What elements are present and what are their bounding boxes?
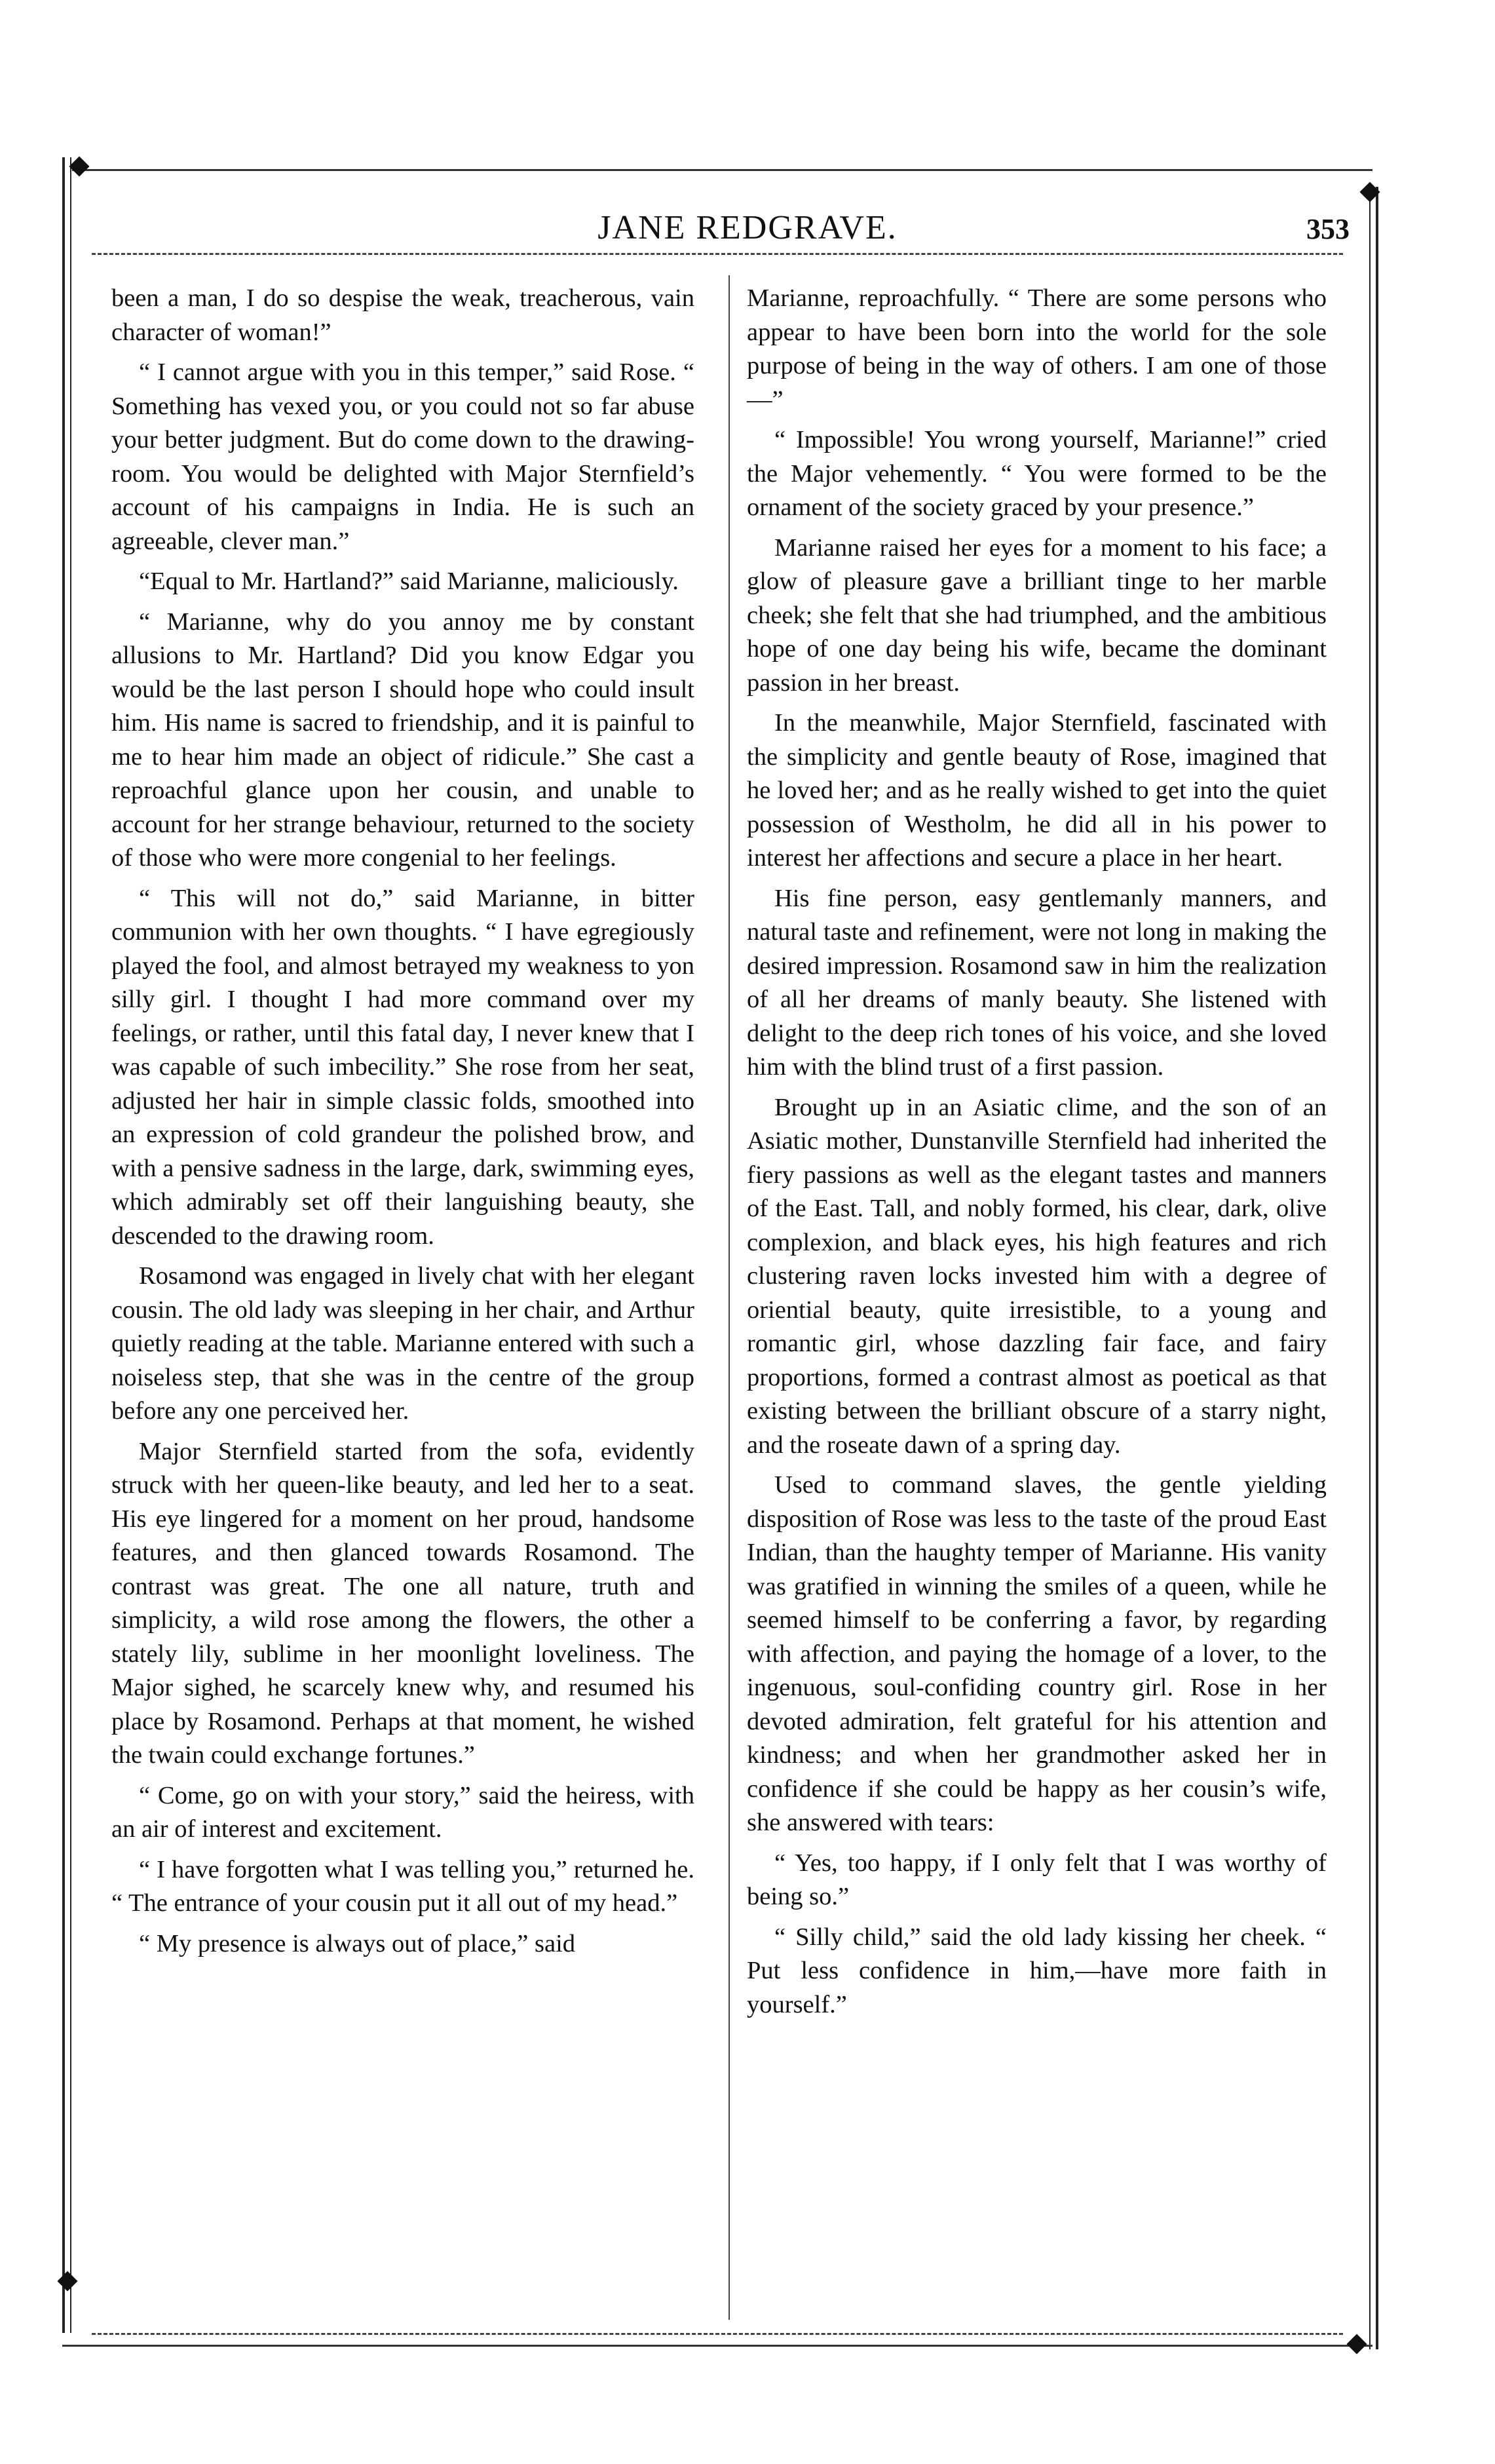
column-divider	[729, 275, 730, 2320]
right-column	[747, 282, 1327, 2028]
paragraph: Major Sternfield started from the sofa, evidently struck with her queen-like beauty, and led her to a seat. His eye lingered for a moment on her proud, handsome features, and then glanced towards Rosamond. The contrast was great. The one all nature, truth and simplicity, a wild rose among the flowers, the other a stately lily, sublime in her moonlight loveliness. The Major sighed, he scarcely knew why, and resumed his place by Rosamond. Perhaps at that moment, he wished the twain could exchange fortunes.”	[111, 1437, 694, 1769]
paragraph: “Equal to Mr. Hartland?” said Marianne, maliciously.	[139, 568, 679, 595]
page-border-bottom	[62, 2345, 1372, 2347]
paragraph: “ This will not do,” said Marianne, in bitter communion with her own thoughts. “ I have egregiously played the fool, and almost betrayed my weakness to yon silly girl. I thought I had more command over my feelings, or rather, until this fatal day, I never knew that I was capable of such imbecility.” She rose from her seat, adjusted her hair in simple classic folds, smoothed into an expression of cold grandeur the polished brow, and with a pensive sadness in the large, dark, swimming eyes, which admirably set off their languishing beauty, she descended to the drawing room.	[111, 884, 694, 1250]
paragraph: Used to command slaves, the gentle yielding disposition of Rose was less to the taste of the proud East Indian, than the haughty temper of Marianne. His vanity was gratified in winning the smiles of a queen, while he seemed himself to be conferring a favor, by regarding with affection, and paying the homage of a lover, to the ingenuous, soul-confiding country girl. Rose in her devoted admiration, felt grateful for his attention and kindness; and when her grandmother asked her in confidence if she could be happy as her cousin’s wife, she answered with tears:	[747, 1471, 1327, 1836]
page-border-left	[62, 157, 71, 2333]
footer-rule	[92, 2333, 1343, 2335]
corner-ornament-top-left	[69, 156, 89, 176]
page-border-right	[1369, 187, 1378, 2349]
page-number: 353	[1306, 213, 1350, 245]
paragraph: “ Marianne, why do you annoy me by constant allusions to Mr. Hartland? Did you know Edgar you would be the last person I should hope who could insult him. His name is sacred to friendship, and it is painful to me to hear him made an object of ridicule.” She cast a reproachful glance upon her cousin, and unable to account for her strange behaviour, returned to the society of those who were more congenial to her feelings.	[111, 607, 694, 872]
paragraph: His fine person, easy gentlemanly manners, and natural taste and refinement, were not long in making the desired impression. Rosamond saw in him the realization of all her dreams of manly beauty. She listened with delight to the deep rich tones of his voice, and she loved him with the blind trust of a first passion.	[747, 884, 1327, 1081]
paragraph: “ I cannot argue with you in this temper,” said Rose. “ Something has vexed you, or you could not so far abuse your better judgment. But do come down to the drawing-room. You would be delighted with Major Sternfield’s account of his campaigns in India. He is such an agreeable, clever man.”	[111, 358, 694, 555]
corner-ornament-bottom-right	[1346, 2334, 1367, 2354]
paragraph: Marianne, reproachfully. “ There are some persons who appear to have been born into the world for the sole purpose of being in the way of others. I am one of those—”	[747, 284, 1327, 414]
paragraph: “ Come, go on with your story,” said the heiress, with an air of interest and excitement.	[111, 1781, 694, 1843]
paragraph: In the meanwhile, Major Sternfield, fascinated with the simplicity and gentle beauty of Rose, imagined that he loved her; and as he really wished to get into the quiet possession of Westholm, he did all in his power to interest her affections and secure a place in her heart.	[747, 709, 1327, 872]
paragraph: “ Yes, too happy, if I only felt that I was worthy of being so.”	[747, 1849, 1327, 1910]
paragraph: “ I have forgotten what I was telling you,” returned he. “ The entrance of your cousin put it all out of my head.”	[111, 1855, 694, 1917]
left-column	[111, 282, 694, 1967]
page-border-top	[72, 169, 1372, 171]
paragraph: Brought up in an Asiatic clime, and the son of an Asiatic mother, Dunstanville Sternfield had inherited the fiery passions as well as the elegant tastes and manners of the East. Tall, and nobly formed, his clear, dark, olive complexion, and black eyes, his high features and rich clustering raven locks invested him with a degree of oriential beauty, quite irresistible, to a young and romantic girl, whose dazzling fair face, and fairy proportions, formed a contrast almost as poetical as that existing between the brilliant obscure of a starry night, and the roseate dawn of a spring day.	[747, 1093, 1327, 1459]
header-rule	[92, 253, 1343, 255]
paragraph: been a man, I do so despise the weak, treacherous, vain character of woman!”	[111, 284, 694, 346]
paragraph: Rosamond was engaged in lively chat with her elegant cousin. The old lady was sleeping in her chair, and Arthur quietly reading at the table. Marianne entered with such a noiseless step, that she was in the centre of the group before any one perceived her.	[111, 1262, 694, 1425]
paragraph: “ Impossible! You wrong yourself, Marianne!” cried the Major vehemently. “ You were formed to be the ornament of the society graced by your presence.”	[747, 426, 1327, 521]
paragraph: “ Silly child,” said the old lady kissing her cheek. “ Put less confidence in him,—have more faith in yourself.”	[747, 1923, 1327, 2018]
paragraph: “ My presence is always out of place,” said	[139, 1929, 576, 1957]
running-head-title: JANE REDGRAVE.	[597, 209, 898, 246]
paragraph: Marianne raised her eyes for a moment to his face; a glow of pleasure gave a brilliant tinge to her marble cheek; she felt that she had triumphed, and the ambitious hope of one day being his wife, became the dominant passion in her breast.	[747, 533, 1327, 697]
corner-ornament-bottom-left	[57, 2271, 77, 2291]
